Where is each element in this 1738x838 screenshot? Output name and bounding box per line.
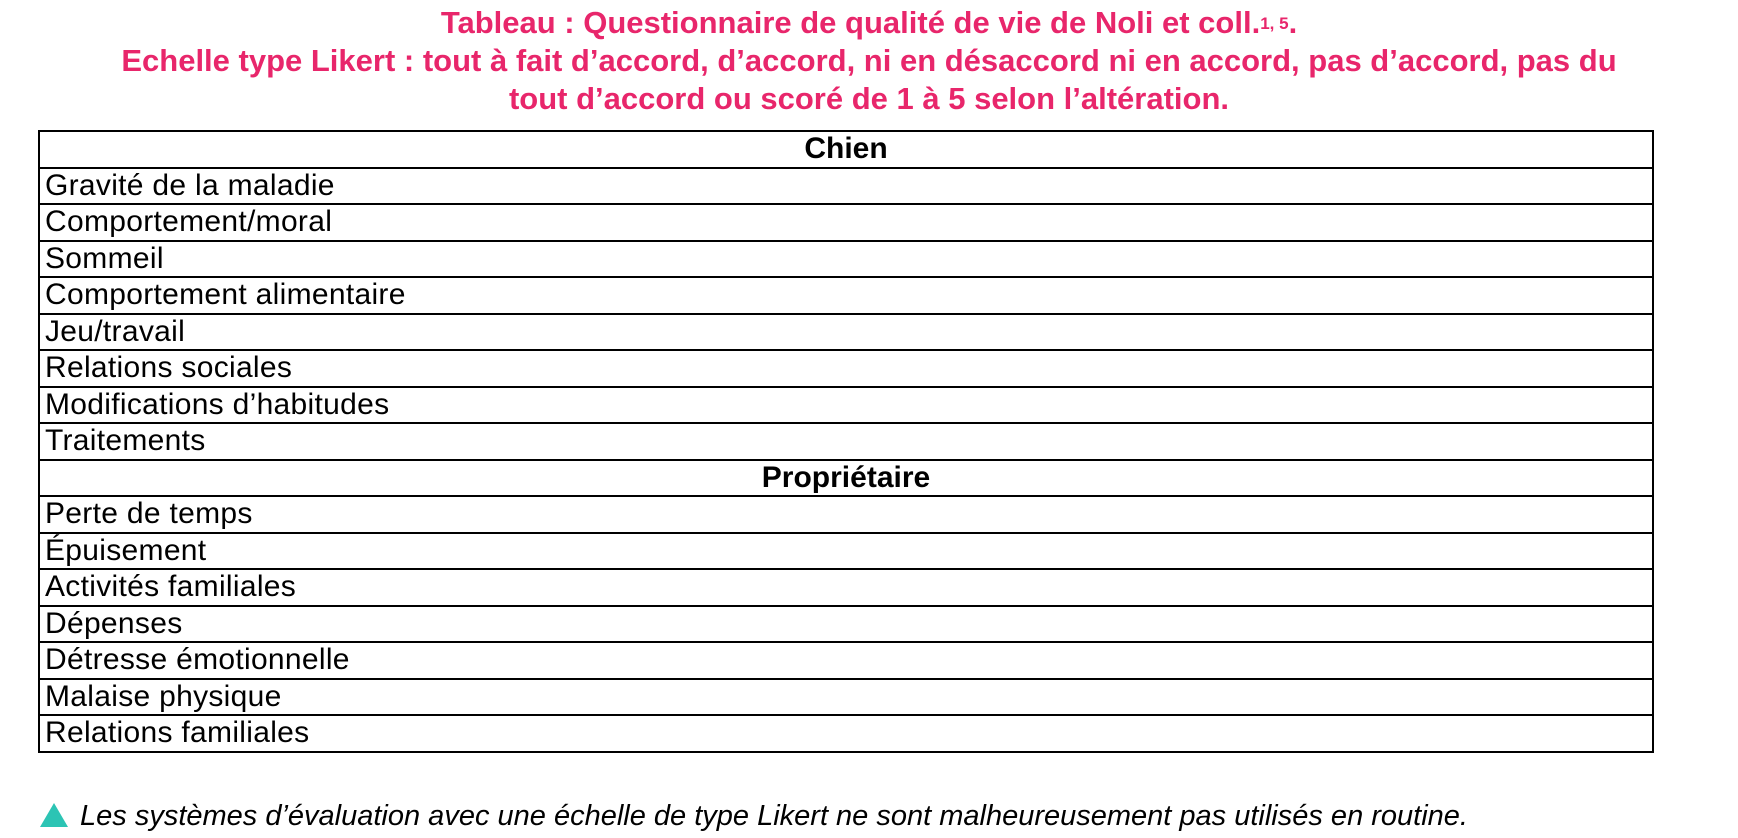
item-cell: Détresse émotionnelle [39, 642, 1653, 679]
section-title-chien: Chien [39, 131, 1653, 168]
table-row [39, 496, 1653, 533]
item-cell: Comportement alimentaire [39, 277, 1653, 314]
table-row [39, 569, 1653, 606]
item-cell: Épuisement [39, 533, 1653, 570]
table-row [39, 533, 1653, 570]
table-row [39, 387, 1653, 424]
table-row [39, 606, 1653, 643]
quality-of-life-table [38, 130, 1654, 753]
footnote-text: Les systèmes d’évaluation avec une échelle de type Likert ne sont malheureusement pas utilisés en routine. [80, 800, 1468, 832]
caption-line-2: Echelle type Likert : tout à fait d’accord, d’accord, ni en désaccord ni en accord, pas d’accord, pas du [121, 43, 1617, 78]
table-row [39, 168, 1653, 205]
caption-period: . [1288, 5, 1298, 40]
caption-references: 1, 5 [1260, 14, 1289, 33]
item-cell: Relations familiales [39, 715, 1653, 752]
item-cell: Sommeil [39, 241, 1653, 278]
table-row [39, 423, 1653, 460]
table-row [39, 350, 1653, 387]
item-cell: Modifications d’habitudes [39, 387, 1653, 424]
item-cell: Traitements [39, 423, 1653, 460]
table-footnote [40, 798, 1468, 834]
item-cell: Relations sociales [39, 350, 1653, 387]
table-row [39, 241, 1653, 278]
section-header-row [39, 131, 1653, 168]
item-cell: Comportement/moral [39, 204, 1653, 241]
item-cell: Jeu/travail [39, 314, 1653, 351]
item-cell: Dépenses [39, 606, 1653, 643]
table-row [39, 715, 1653, 752]
item-cell: Perte de temps [39, 496, 1653, 533]
caption-title: Tableau : Questionnaire de qualité de vie de Noli et coll. [440, 5, 1261, 40]
table-caption [0, 4, 1738, 118]
table-row [39, 679, 1653, 716]
table-row [39, 277, 1653, 314]
table-row [39, 204, 1653, 241]
section-header-row [39, 460, 1653, 497]
section-title-proprietaire: Propriétaire [39, 460, 1653, 497]
item-cell: Malaise physique [39, 679, 1653, 716]
table-row [39, 642, 1653, 679]
item-cell: Gravité de la maladie [39, 168, 1653, 205]
table-row [39, 314, 1653, 351]
item-cell: Activités familiales [39, 569, 1653, 606]
caption-line-1 [0, 4, 1738, 42]
caption-line-3: tout d’accord ou scoré de 1 à 5 selon l’altération. [508, 81, 1230, 116]
triangle-icon [40, 803, 68, 827]
